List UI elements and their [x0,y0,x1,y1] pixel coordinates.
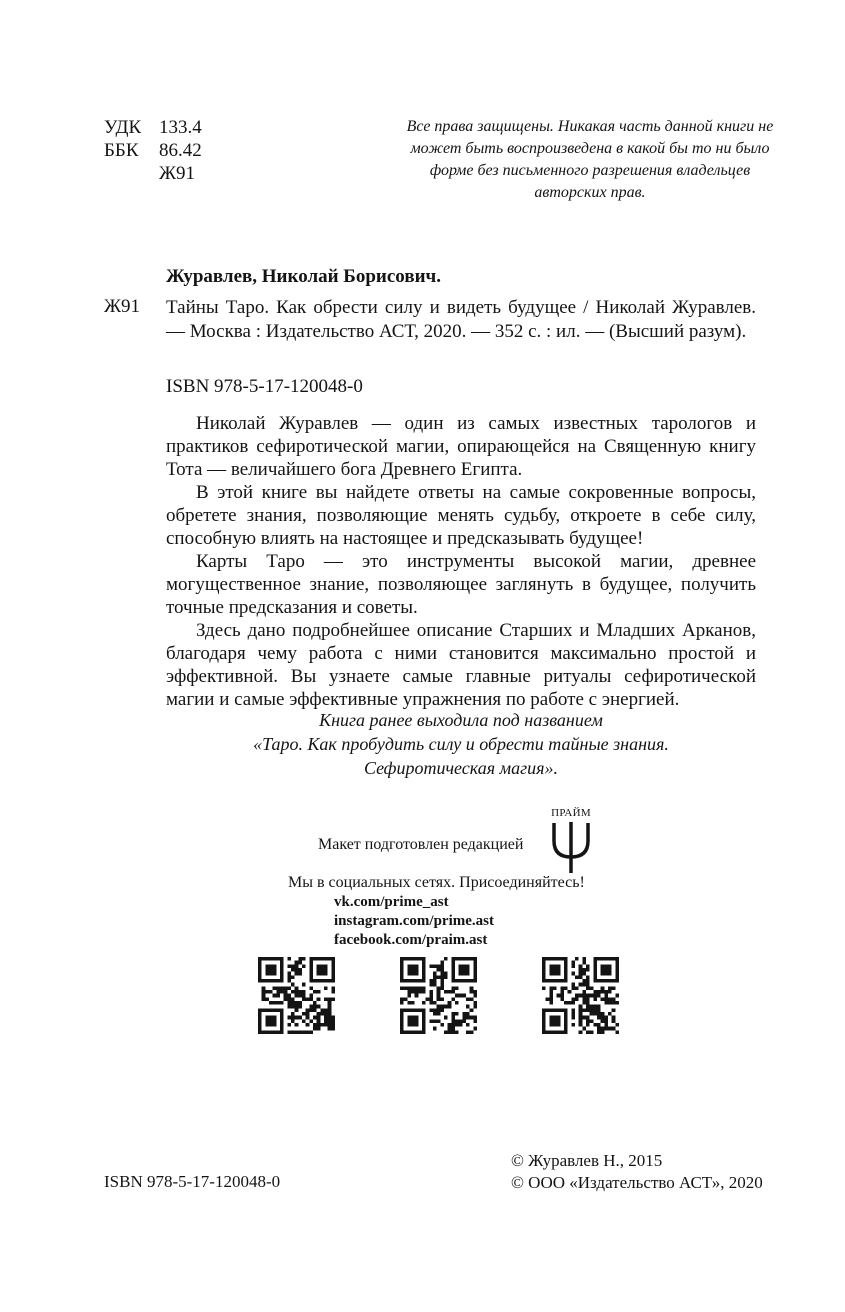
classification-codes [104,116,202,185]
qr-code-instagram[interactable] [400,957,477,1034]
annotation-paragraph: В этой книге вы найдете ответы на самые сокровенные вопросы, обретете знания, позволяющие менять судьбу, откроете в себе силу, способную влиять на настоящее и предсказывать будущее! [166,482,756,549]
bbk-value: 86.42 [159,140,202,161]
copyright-author: © Журавлев Н., 2015 [511,1151,663,1170]
udk-value: 133.4 [159,117,202,138]
udk-row [104,116,202,139]
previous-title-line: Сефиротическая магия». [364,758,558,778]
annotation [166,412,756,711]
vk-link[interactable]: vk.com/prime_ast [334,894,449,910]
previous-title-note [166,708,756,780]
social-call-to-action: Мы в социальных сетях. Присоединяйтесь! [288,874,585,891]
facebook-link[interactable]: facebook.com/praim.ast [334,932,488,948]
bbk-row [104,139,202,162]
qr-code-facebook[interactable] [542,957,619,1034]
author-mark-label [104,162,159,185]
bibliographic-entry: Тайны Таро. Как обрести силу и видеть будущее / Николай Журавлев. — Москва : Издательство АСТ, 2020. — 352 с. : ил. — (Высший разум). [166,297,756,342]
author-code: Ж91 [104,296,141,317]
annotation-paragraph: Здесь дано подробнейшее описание Старших и Младших Арканов, благодаря чему работа с ними становится максимально простой и эффективной. Вы узнаете самые главные ритуалы сефиротической магии и самые эффективные упражнения по работе с энергией. [166,620,756,710]
author-mark-row [104,162,202,185]
author-mark-value: Ж91 [159,163,196,184]
udk-label: УДК [104,117,142,138]
annotation-paragraph: Карты Таро — это инструменты высокой магии, древнее могущественное знание, позволяющее заглянуть в будущее, получить точные предсказания и советы. [166,551,756,618]
author-heading: Журавлев, Николай Борисович. [166,266,442,287]
annotation-paragraph: Николай Журавлев — один из самых известных тарологов и практиков сефиротической магии, опирающейся на Священную книгу Тота — величайшего бога Древнего Египта. [166,413,756,480]
isbn-main: ISBN 978-5-17-120048-0 [166,376,363,397]
isbn-bottom: ISBN 978-5-17-120048-0 [104,1172,281,1191]
previous-title-line: «Таро. Как пробудить силу и обрести тайные знания. [253,734,669,754]
rights-notice: Все права защищены. Никакая часть данной книги не может быть воспроизведена в какой бы то ни было форме без письменного разрешения владельцев авторских прав. [406,118,774,201]
previous-title-line: Книга ранее выходила под названием [319,710,603,730]
social-links [334,893,494,950]
prepared-by-text: Макет подготовлен редакцией [318,836,524,853]
psi-trident-icon [546,819,596,874]
instagram-link[interactable]: instagram.com/prime.ast [334,913,494,929]
bbk-label: ББК [104,140,139,161]
qr-code-vk[interactable] [258,957,335,1034]
copyright-publisher: © ООО «Издательство АСТ», 2020 [511,1173,763,1192]
copyright-block [511,1150,763,1194]
prime-logo [546,807,596,879]
logo-text: ПРАЙМ [551,807,591,819]
